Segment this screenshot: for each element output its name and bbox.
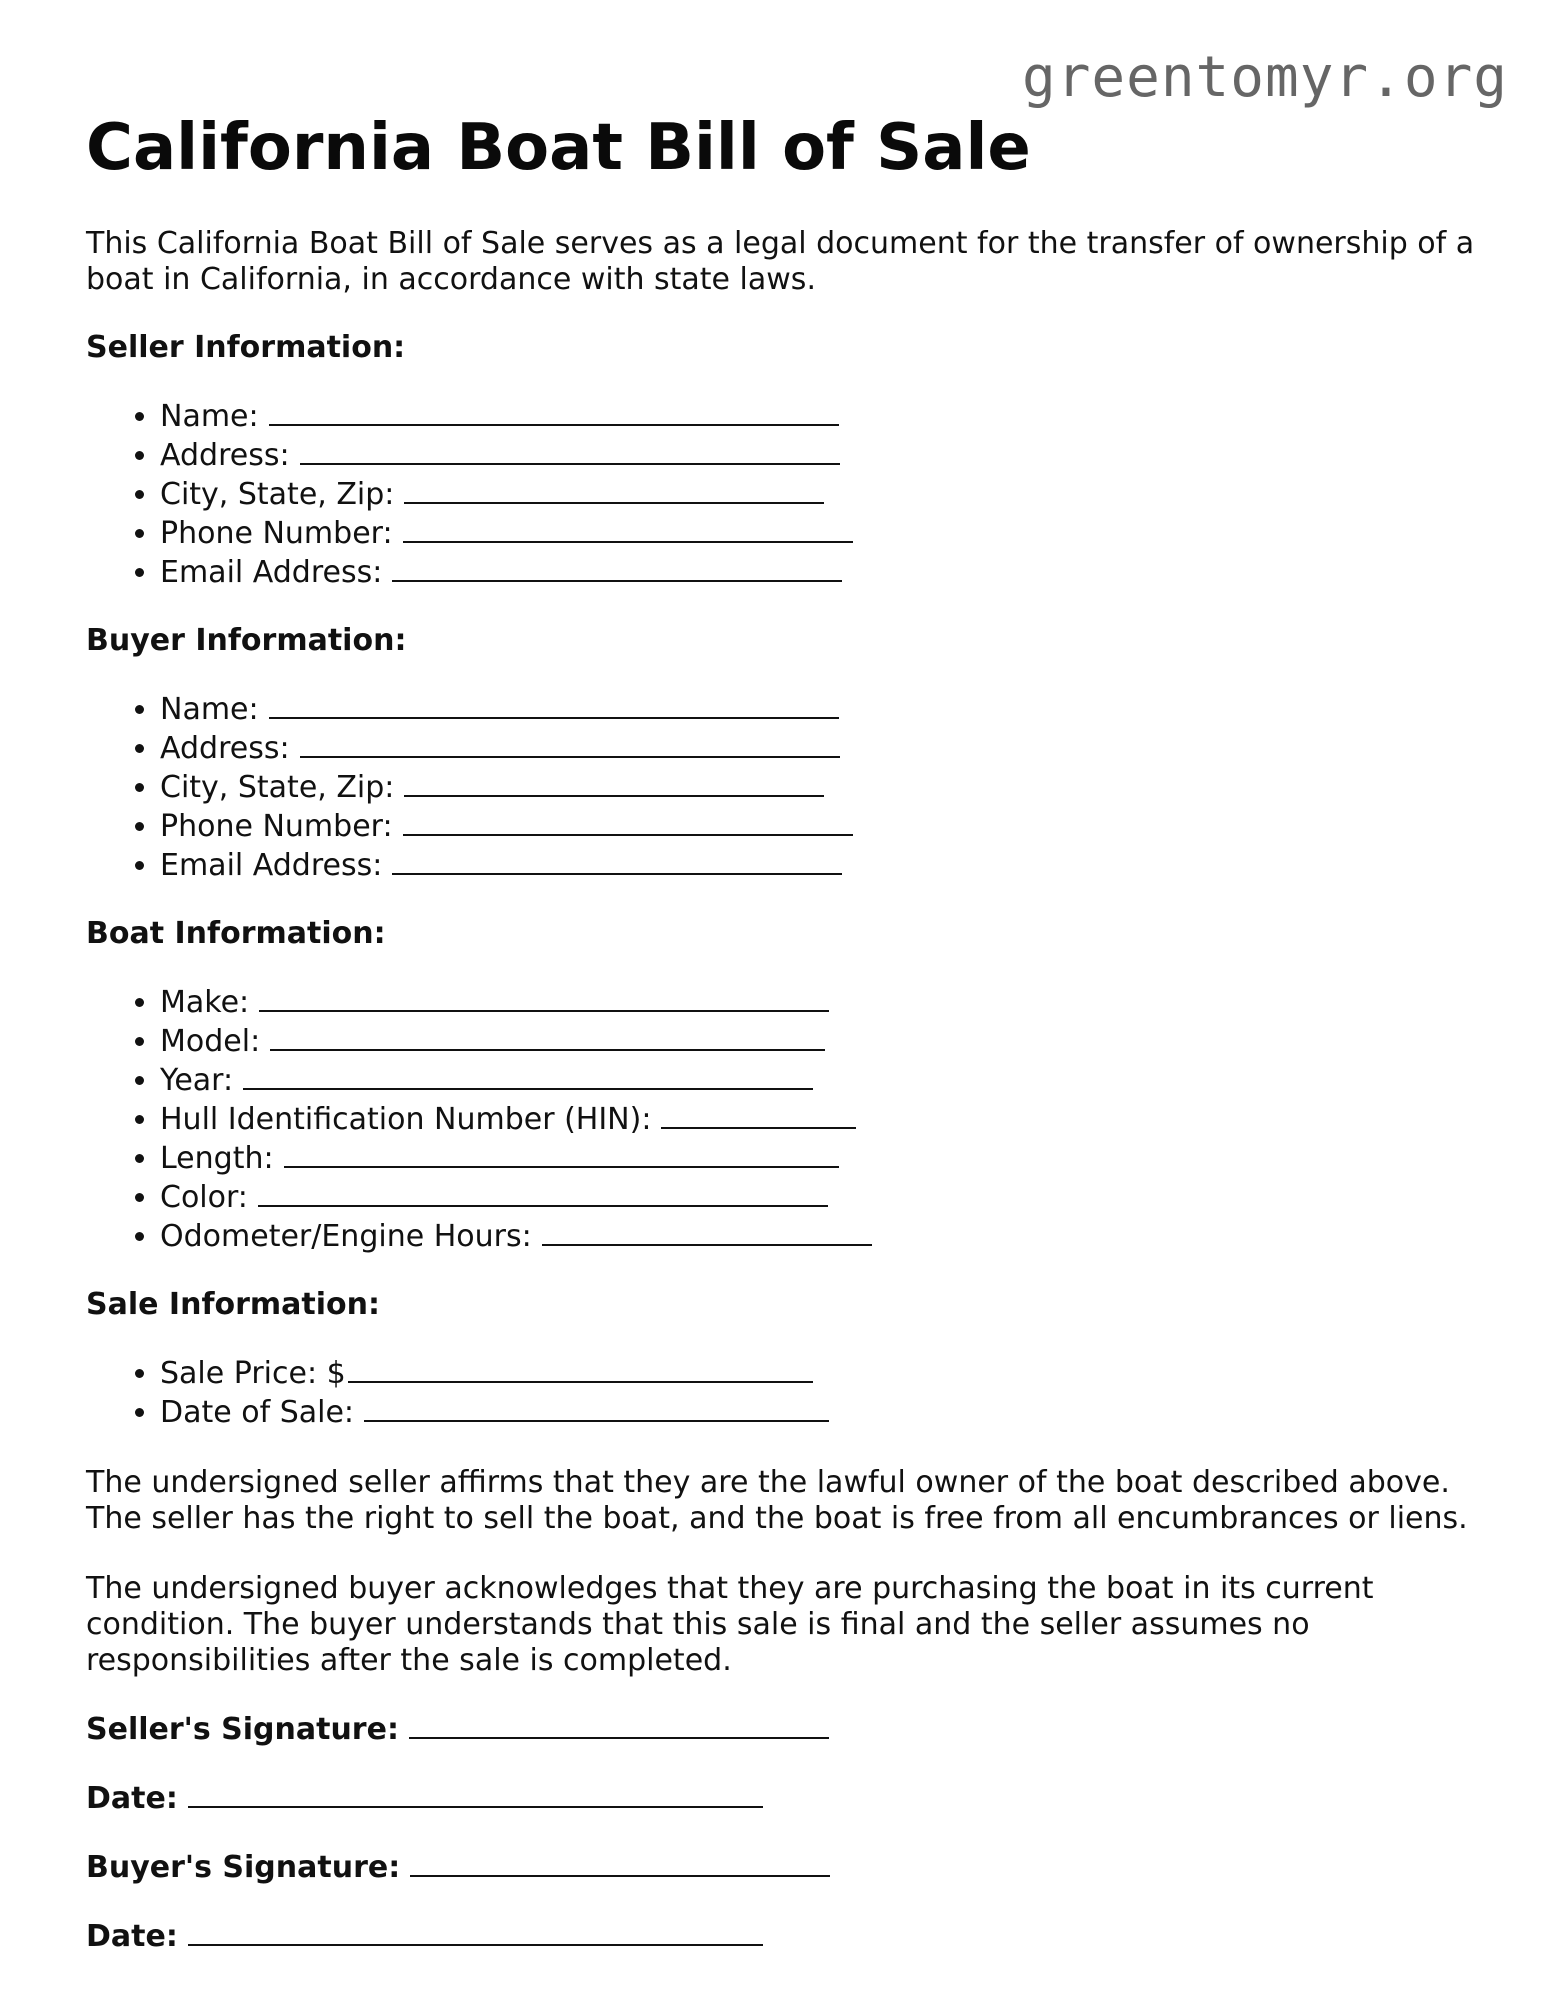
buyer-date-blank[interactable] <box>188 1916 763 1946</box>
buyer-signature-blank[interactable] <box>410 1847 830 1877</box>
seller-date-blank[interactable] <box>188 1778 763 1808</box>
seller-phone-field: • Phone Number: <box>160 513 1486 552</box>
boat-year-field: • Year: <box>160 1060 1486 1099</box>
seller-email-blank[interactable] <box>392 552 842 582</box>
sale-date-field: • Date of Sale: <box>160 1392 1486 1431</box>
buyer-address-field: • Address: <box>160 728 1486 767</box>
buyer-acknowledgment-paragraph: The undersigned buyer acknowledges that they are purchasing the boat in its current condition. The buyer understands that this sale is final and the seller assumes no responsibilities after the sale is completed. <box>86 1571 1374 1678</box>
seller-signature-line: Seller's Signature: <box>86 1709 1486 1748</box>
sale-section-heading: Sale Information: <box>86 1287 380 1322</box>
seller-name-field: • Name: <box>160 396 1486 435</box>
buyer-phone-blank[interactable] <box>403 806 853 836</box>
seller-phone-blank[interactable] <box>403 513 853 543</box>
buyer-city-state-zip-blank[interactable] <box>404 767 824 797</box>
buyer-name-blank[interactable] <box>269 689 839 719</box>
watermark: greentomyr.org <box>1021 45 1508 110</box>
seller-address-blank[interactable] <box>300 435 840 465</box>
boat-hin-blank[interactable] <box>661 1099 856 1129</box>
document-page <box>86 108 1486 1955</box>
boat-engine-hours-blank[interactable] <box>542 1216 872 1246</box>
buyer-email-blank[interactable] <box>392 845 842 875</box>
seller-name-blank[interactable] <box>269 396 839 426</box>
boat-length-field: • Length: <box>160 1138 1486 1177</box>
seller-section-heading: Seller Information: <box>86 330 406 365</box>
buyer-date-line: Date: <box>86 1916 1486 1955</box>
sale-date-blank[interactable] <box>364 1392 829 1422</box>
buyer-city-state-zip-field: • City, State, Zip: <box>160 767 1486 806</box>
buyer-section-heading: Buyer Information: <box>86 623 407 658</box>
seller-city-state-zip-blank[interactable] <box>404 474 824 504</box>
buyer-name-field: • Name: <box>160 689 1486 728</box>
seller-field-list <box>86 396 1486 591</box>
buyer-email-field: • Email Address: <box>160 845 1486 884</box>
boat-engine-hours-field: • Odometer/Engine Hours: <box>160 1216 1486 1255</box>
seller-signature-blank[interactable] <box>409 1709 829 1739</box>
sale-price-blank[interactable] <box>348 1353 813 1383</box>
seller-city-state-zip-field: • City, State, Zip: <box>160 474 1486 513</box>
intro-paragraph: This California Boat Bill of Sale serves as a legal document for the transfer of ownership of a boat in California, in accordance with state laws. <box>86 226 1475 297</box>
buyer-signature-line: Buyer's Signature: <box>86 1847 1486 1886</box>
boat-hin-field: • Hull Identification Number (HIN): <box>160 1099 1486 1138</box>
buyer-address-blank[interactable] <box>300 728 840 758</box>
seller-date-line: Date: <box>86 1778 1486 1817</box>
seller-address-field: • Address: <box>160 435 1486 474</box>
boat-color-field: • Color: <box>160 1177 1486 1216</box>
boat-color-blank[interactable] <box>258 1177 828 1207</box>
boat-make-field: • Make: <box>160 982 1486 1021</box>
sale-price-field: • Sale Price: $ <box>160 1353 1486 1392</box>
seller-affirmation-paragraph: The undersigned seller affirms that they are the lawful owner of the boat described above. The seller has the right to sell the boat, and the boat is free from all encumbrances or liens. <box>86 1465 1468 1536</box>
buyer-field-list <box>86 689 1486 884</box>
seller-email-field: • Email Address: <box>160 552 1486 591</box>
boat-field-list <box>86 982 1486 1255</box>
buyer-phone-field: • Phone Number: <box>160 806 1486 845</box>
boat-section-heading: Boat Information: <box>86 916 386 951</box>
page-title: California Boat Bill of Sale <box>86 111 1031 185</box>
boat-length-blank[interactable] <box>284 1138 839 1168</box>
boat-model-blank[interactable] <box>270 1021 825 1051</box>
sale-field-list <box>86 1353 1486 1431</box>
boat-make-blank[interactable] <box>259 982 829 1012</box>
boat-model-field: • Model: <box>160 1021 1486 1060</box>
boat-year-blank[interactable] <box>243 1060 813 1090</box>
